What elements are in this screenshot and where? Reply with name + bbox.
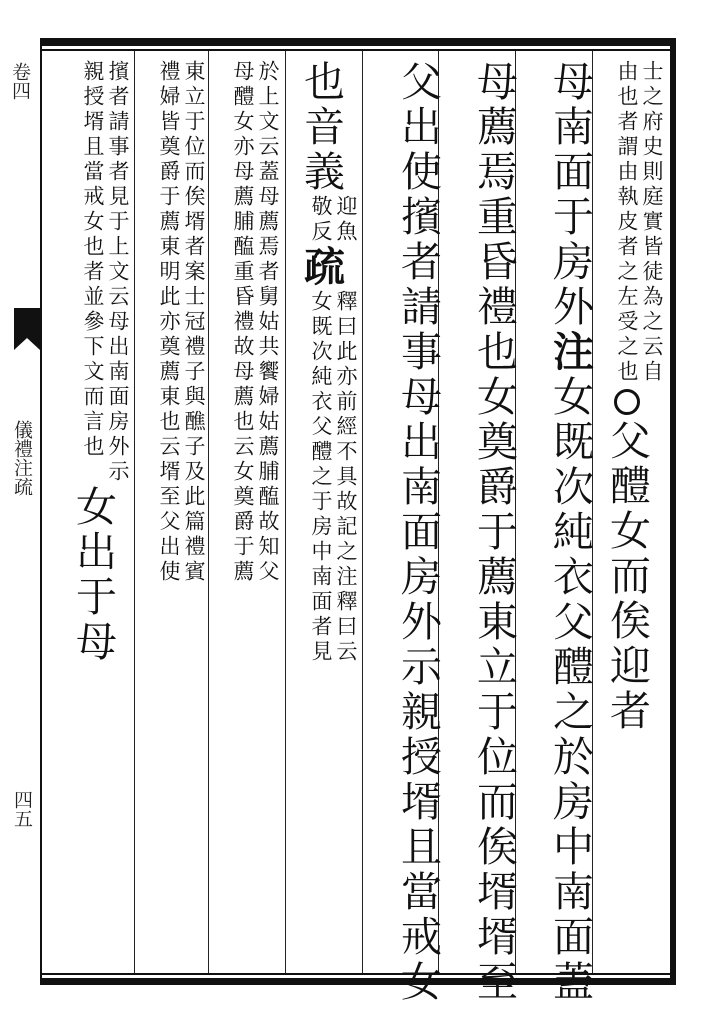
text-column-2	[522, 60, 594, 1005]
main-text: 女出于母	[69, 485, 117, 665]
main-text: 也音義	[297, 60, 345, 195]
commentary-block	[78, 60, 132, 485]
main-text: 父醴女而俟迎者	[603, 419, 651, 734]
main-text: 父出使擯者請事母出南面房外示親授壻且當戒女	[394, 60, 442, 1005]
commentary-block	[154, 60, 208, 585]
commentary-line: 士之府史則庭實皆徒為之云自	[640, 60, 664, 385]
main-text: 女既次純衣父醴之於房中南面蓋	[546, 375, 594, 1005]
main-text: 母南面于房外	[546, 60, 594, 330]
main-text: 母薦焉重昏禮也女奠爵于薦東立于位而俟壻壻至	[470, 60, 518, 1005]
commentary-line: 女既次純衣父醴之于房中南面者見	[309, 290, 333, 665]
column-rule	[208, 51, 209, 973]
commentary-line: 於上文云蓋母薦焉者舅姑共饗婦姑薦脯醢故知父	[256, 60, 280, 585]
frame-top-border	[40, 38, 676, 46]
annotation-label: 疏	[297, 245, 345, 290]
commentary-line: 親授壻且當戒女也者並參下文而言也	[81, 60, 105, 460]
column-rule	[285, 51, 286, 973]
margin-book-title: 卷四	[9, 62, 31, 100]
commentary-line: 母醴女亦母薦脯醢重昏禮故母薦也云女奠爵于薦	[231, 60, 255, 585]
commentary-block	[306, 290, 360, 665]
text-column-7	[140, 60, 208, 585]
text-column-8	[56, 60, 132, 665]
commentary-line: 由也者謂由執皮者之左受之也	[615, 60, 639, 385]
text-column-1	[598, 60, 666, 734]
column-rule	[362, 51, 363, 973]
commentary-line: 東立于位而俟壻者案士冠禮子與醮子及此篇禮賓	[182, 60, 206, 585]
frame-left-border	[40, 38, 42, 985]
commentary-line: 擯者請事者見于上文云母出南面房外示	[106, 60, 130, 485]
commentary-line: 禮婦皆奠爵于薦東明此亦奠薦東也云壻至父出使	[157, 60, 181, 585]
text-column-4	[370, 60, 442, 1005]
column-rule	[134, 51, 135, 973]
commentary-block	[306, 195, 360, 245]
annotation-label: 注	[546, 330, 594, 375]
commentary-block	[612, 60, 666, 385]
text-column-3	[446, 60, 518, 1005]
commentary-line: 敬反	[309, 195, 333, 245]
commentary-line: 釋曰此亦前經不具故記之注釋曰云	[334, 290, 358, 665]
text-column-6	[214, 60, 282, 585]
commentary-line: 迎魚	[334, 195, 358, 245]
text-column-5	[292, 60, 360, 665]
frame-top-inner-border	[40, 49, 676, 51]
frame-right-border	[670, 38, 676, 985]
commentary-block	[228, 60, 282, 585]
fishtail-mark-icon	[14, 308, 40, 350]
margin-folio-number: 四五	[11, 790, 33, 828]
section-circle-mark-icon	[614, 389, 640, 415]
margin-section-title: 儀禮注疏	[11, 420, 33, 496]
